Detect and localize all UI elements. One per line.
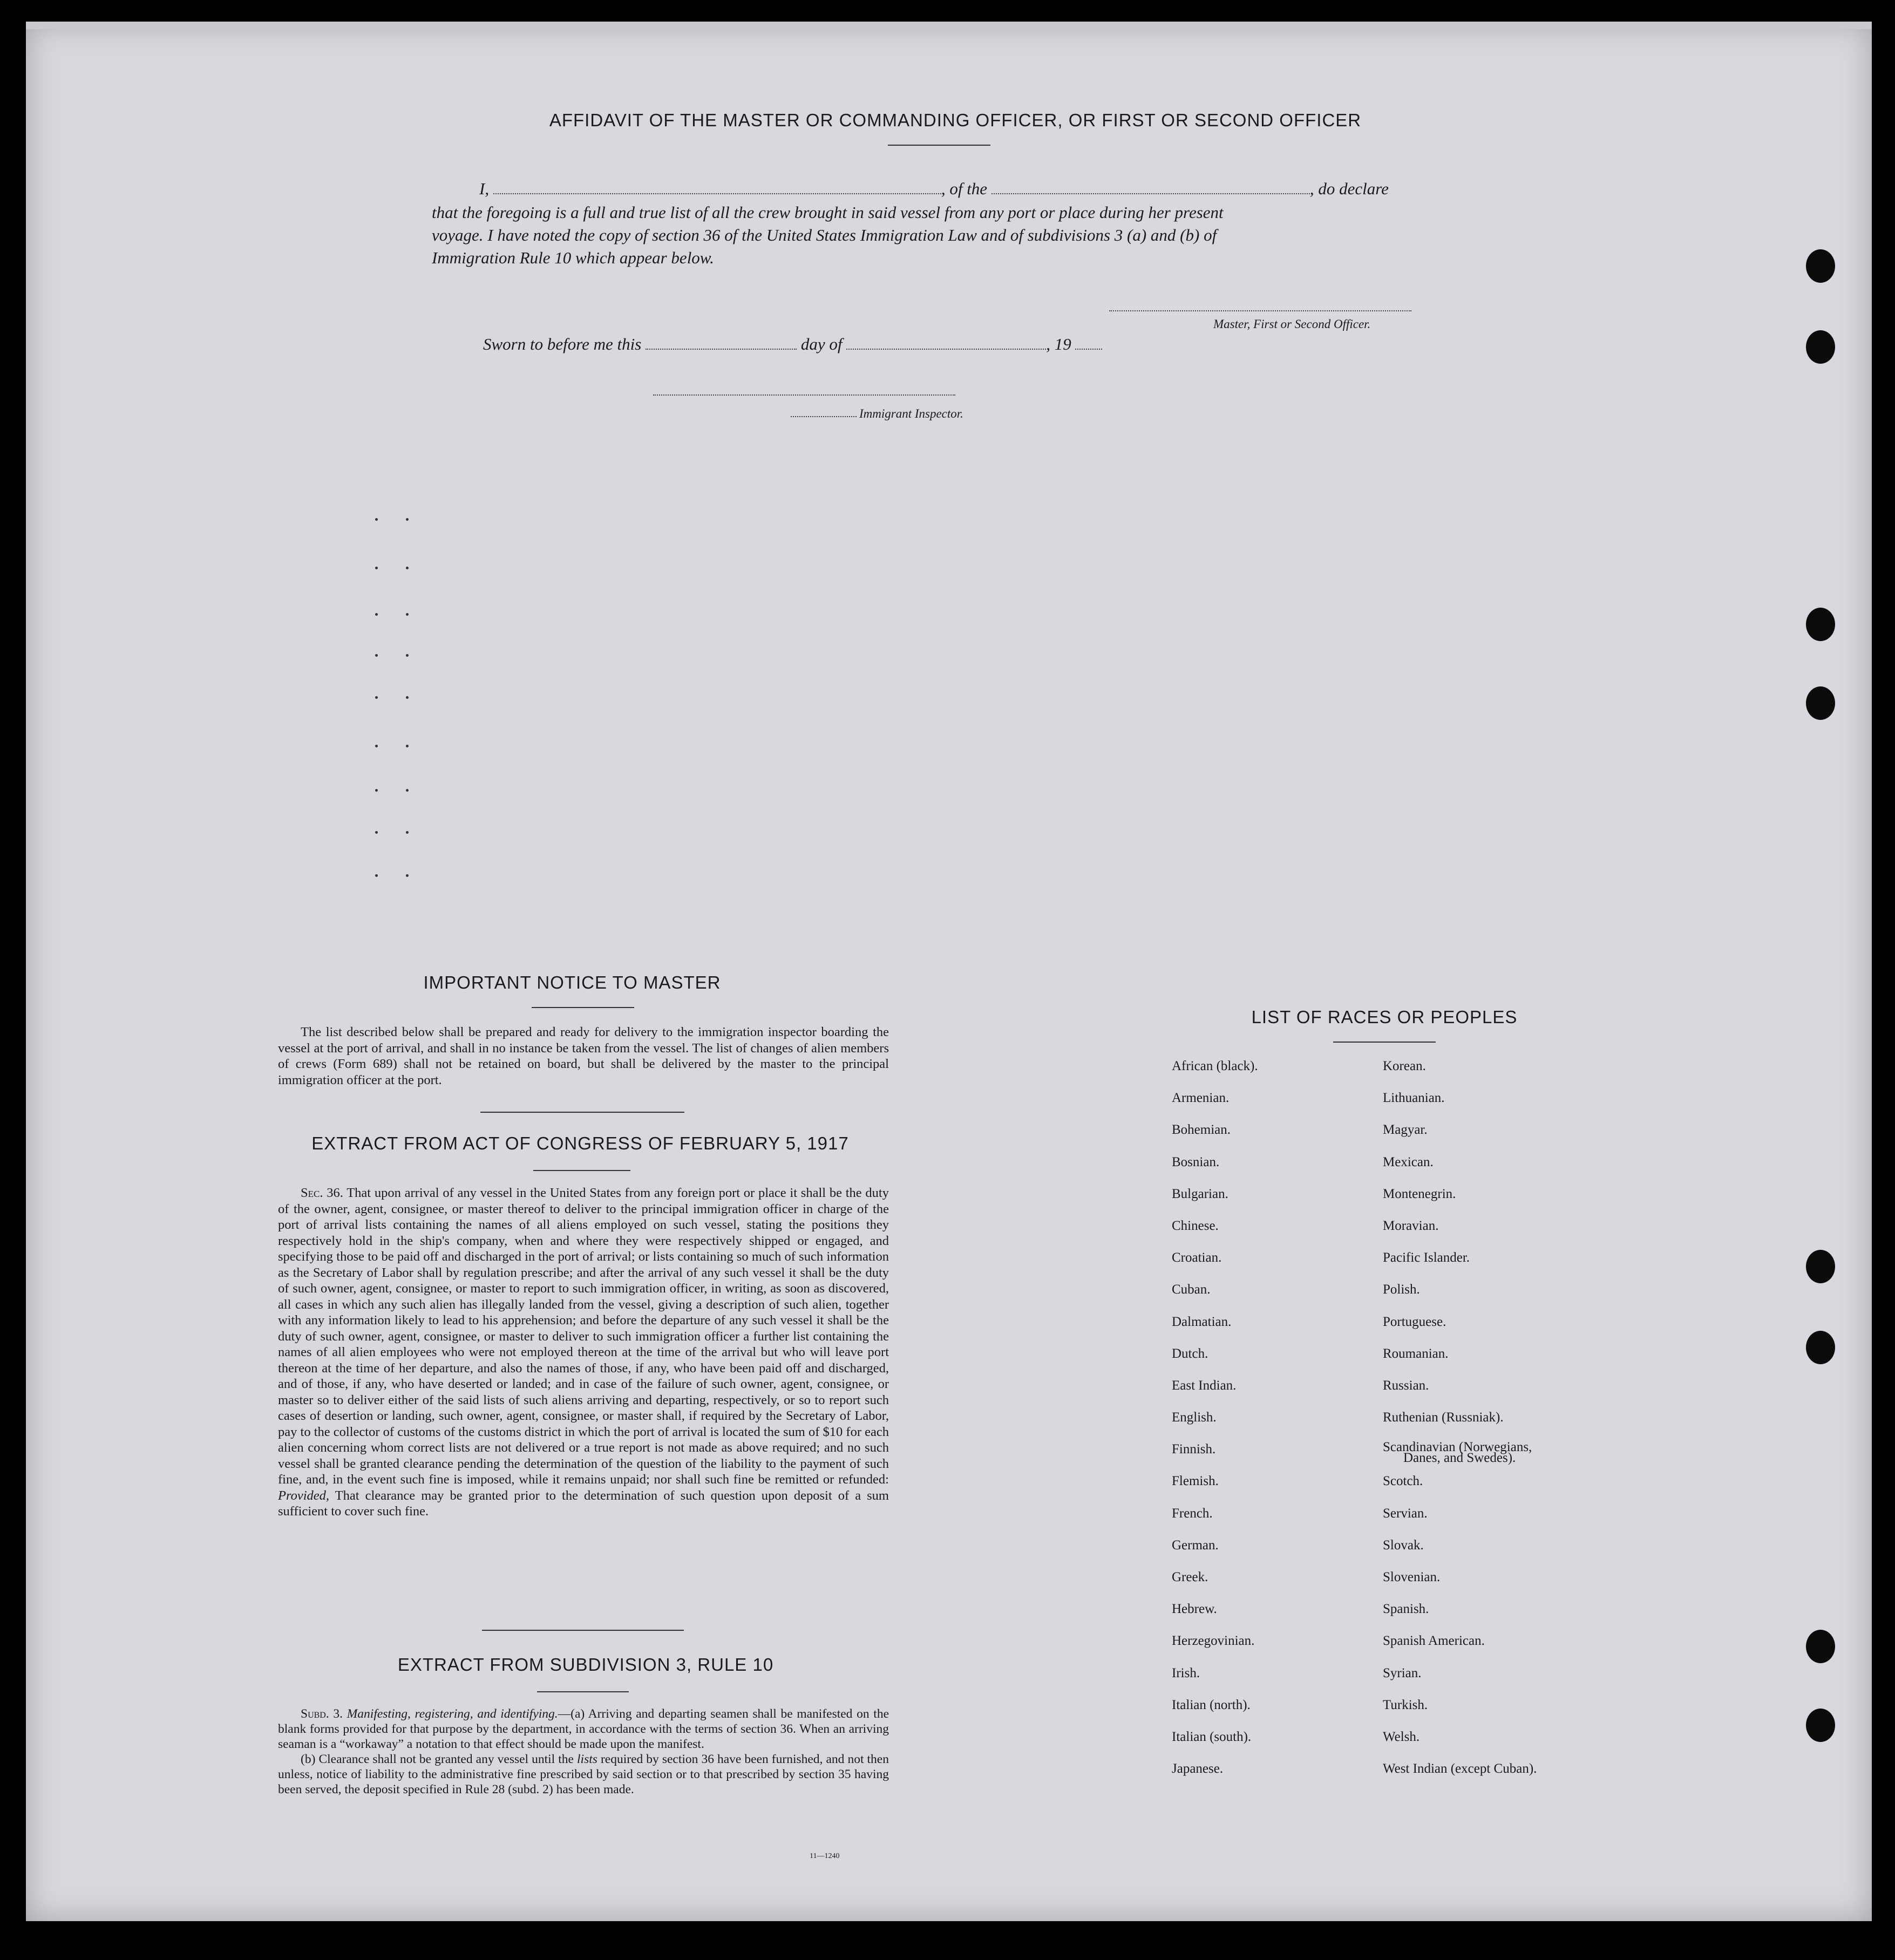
affidavit-line-1	[479, 179, 1389, 199]
affidavit-i: I,	[479, 179, 490, 198]
affidavit-line-2: that the foregoing is a full and true list of all the crew brought in said vessel from any port or place during her present	[432, 203, 1224, 222]
race-item: Scotch.	[1383, 1474, 1423, 1489]
race-item: Cuban.	[1172, 1282, 1211, 1297]
sworn-label: Sworn to before me this	[483, 335, 642, 353]
race-item: Welsh.	[1383, 1729, 1420, 1744]
race-item-line: Scandinavian (Norwegians,	[1383, 1440, 1532, 1455]
race-item: Irish.	[1172, 1665, 1200, 1680]
race-item: Italian (south).	[1172, 1729, 1252, 1744]
inspector-dots	[791, 416, 857, 417]
notice-title: IMPORTANT NOTICE TO MASTER	[423, 972, 721, 992]
affidavit-of-the: , of the	[941, 179, 988, 198]
binder-hole	[1806, 608, 1835, 641]
race-item: Slovenian.	[1383, 1570, 1441, 1584]
day-of-label: day of	[800, 335, 843, 353]
race-item: English.	[1172, 1410, 1217, 1425]
race-item: Slovak.	[1383, 1537, 1424, 1553]
master-signature-line	[1109, 310, 1411, 311]
race-item: Roumanian.	[1383, 1346, 1449, 1361]
act-text-a: That upon arrival of any vessel in the United States from any foreign port or place it shall be the duty of the owner, agent, consignee, or master thereof to deliver to the principal immigration officer in charge of the port of arrival lists containing the names of all aliens employed on such vessel, stating the positions they respectively hold in the ship's company, when and where they were respectively shipped or engaged, and specifying those to be paid off and discharged in the port of arrival; or lists containing so much of such information as the Secretary of Labor shall by regulation prescribe; and after the arrival of any such vessel it shall be the duty of such owner, agent, consignee, or master to report to such immigration officer, in writing, as soon as discovered, all cases in which any such alien has illegally landed from the vessel, giving a description of such alien, together with any information likely to lead to his apprehension; and before the departure of any such vessel it shall be the duty of such owner, agent, consignee, or master to deliver to such immigration officer a further list containing the names of all alien employees who were not employed thereon at the time of the arrival but who will leave port thereon at the time of her departure, and also the names of those, if any, who have been paid off and discharged, and of those, if any, who have deserted or landed; and in case of the failure of such owner, agent, consignee, or master so to deliver either of the said lists of such aliens arriving and departing, respectively, or so to report such cases of desertion or landing, such owner, agent, consignee, or master shall, if required by the Secretary of Labor, pay to the collector of customs of the customs district in which the port of arrival is located the sum of $10 for each alien concerning whom correct lists are not delivered or a true report is not made as above required; and no such vessel shall be granted clearance pending the determination of the question of the liability to the payment of such fine, and, in the event such fine is imposed, while it remains unpaid; nor shall such fine be remitted or refunded:	[278, 1186, 889, 1487]
rule-text-a: —(a) Arriving and departing seamen shall be manifested on the blank forms provided for that purpose by the department, in accordance with the terms of section 36. When an arriving seaman is a “workaway” a notation to that effect should be made upon the manifest.	[278, 1707, 889, 1751]
rule-text-b1: (b) Clearance shall not be granted any vessel until the	[301, 1752, 574, 1766]
binder-hole	[1806, 1250, 1835, 1283]
form-page	[26, 22, 1872, 1921]
binder-hole	[1806, 249, 1835, 283]
subd-heading: Manifesting, registering, and identifying.	[347, 1707, 558, 1721]
act-divider	[482, 1630, 684, 1631]
race-item: Dalmatian.	[1172, 1314, 1232, 1329]
act-text-b: That clearance may be granted prior to the determination of such question upon deposit of a sum sufficient to cover such fine.	[278, 1488, 889, 1519]
binder-hole	[1806, 1709, 1835, 1742]
act-rule	[533, 1170, 630, 1171]
race-item: Pacific Islander.	[1383, 1250, 1470, 1265]
race-item: Bohemian.	[1172, 1122, 1231, 1138]
subd-label: Subd. 3.	[301, 1707, 343, 1721]
race-item: African (black).	[1172, 1059, 1258, 1073]
rule-text-b2: required by section 36 have been furnished, and not then unless, notice of liability to the administrative fine prescribed by said section or to that prescribed by section 35 having been served, the deposit specified in Rule 28 (subd. 2) has been made.	[278, 1752, 889, 1796]
inspector-signature-label: Immigrant Inspector.	[859, 407, 963, 420]
race-item: East Indian.	[1172, 1378, 1237, 1393]
race-item: Finnish.	[1172, 1442, 1216, 1457]
race-item-continuation: Danes, and Swedes).	[1403, 1451, 1516, 1466]
race-item: Servian.	[1383, 1506, 1428, 1521]
race-item: Polish.	[1383, 1282, 1420, 1297]
affidavit-declare: , do declare	[1309, 179, 1389, 198]
races-rule	[1333, 1042, 1436, 1043]
race-item: Moravian.	[1383, 1218, 1439, 1233]
binder-hole	[1806, 330, 1835, 364]
race-item: Greek.	[1172, 1570, 1208, 1584]
race-item: Russian.	[1383, 1378, 1429, 1393]
notice-rule	[532, 1007, 634, 1008]
notice-divider	[480, 1112, 684, 1113]
races-left-column	[1172, 1059, 1258, 1793]
race-item: Bosnian.	[1172, 1154, 1220, 1169]
race-item: Turkish.	[1383, 1697, 1428, 1712]
race-item: Dutch.	[1172, 1346, 1208, 1361]
race-item: Bulgarian.	[1172, 1186, 1228, 1201]
rule-rule	[537, 1691, 629, 1692]
race-item: Korean.	[1383, 1059, 1426, 1073]
year-label: , 19	[1046, 335, 1071, 353]
race-item: Syrian.	[1383, 1665, 1422, 1680]
affidavit-line-3: voyage. I have noted the copy of section 36 of the United States Immigration Law and of subdivisions 3 (a) and (b) of	[432, 226, 1217, 244]
section-label: Sec. 36.	[301, 1186, 343, 1200]
day-blank	[646, 348, 797, 350]
race-item: Hebrew.	[1172, 1602, 1217, 1617]
race-item: Croatian.	[1172, 1250, 1222, 1265]
affidavit-line-4: Immigration Rule 10 which appear below.	[432, 248, 714, 267]
race-item: German.	[1172, 1537, 1219, 1553]
rule-text	[278, 1706, 889, 1797]
race-item: Flemish.	[1172, 1474, 1219, 1489]
race-item: Montenegrin.	[1383, 1186, 1456, 1201]
master-signature-label: Master, First or Second Officer.	[1213, 317, 1371, 331]
race-item: Chinese.	[1172, 1218, 1219, 1233]
race-item	[1383, 1442, 1537, 1474]
affidavit-title: AFFIDAVIT OF THE MASTER OR COMMANDING OFFICER, OR FIRST OR SECOND OFFICER	[549, 110, 1362, 130]
race-item: Magyar.	[1383, 1122, 1428, 1138]
race-item: Italian (north).	[1172, 1697, 1251, 1712]
year-blank	[1075, 348, 1102, 350]
race-item: West Indian (except Cuban).	[1383, 1761, 1537, 1777]
race-item: Ruthenian (Russniak).	[1383, 1410, 1504, 1425]
races-title: LIST OF RACES OR PEOPLES	[1251, 1007, 1518, 1027]
binder-hole	[1806, 686, 1835, 720]
provided-word: Provided,	[278, 1488, 330, 1503]
binder-hole	[1806, 1331, 1835, 1364]
binder-hole	[1806, 1630, 1835, 1663]
form-number: 11—1240	[810, 1852, 840, 1860]
race-item: Japanese.	[1172, 1761, 1224, 1777]
title-rule	[888, 145, 990, 146]
act-text	[278, 1185, 889, 1520]
race-item: Armenian.	[1172, 1091, 1230, 1106]
race-item: Spanish.	[1383, 1602, 1429, 1617]
rule-title: EXTRACT FROM SUBDIVISION 3, RULE 10	[397, 1655, 774, 1675]
name-blank	[493, 193, 941, 194]
race-item: Lithuanian.	[1383, 1091, 1445, 1106]
race-item: French.	[1172, 1506, 1213, 1521]
race-item: Portuguese.	[1383, 1314, 1446, 1329]
vessel-blank	[991, 193, 1310, 194]
paper-edge	[26, 22, 1872, 29]
notice-paragraph: The list described below shall be prepared and ready for delivery to the immigration inspector boarding the vessel at the port of arrival, and shall in no instance be taken from the vessel. The list of changes of alien members of crews (Form 689) shall not be retained on board, but shall be delivered by the master to the principal immigration officer at the port.	[278, 1025, 889, 1087]
lists-word: lists	[577, 1752, 597, 1766]
races-right-column	[1383, 1059, 1537, 1793]
sworn-line	[483, 335, 1102, 354]
act-title: EXTRACT FROM ACT OF CONGRESS OF FEBRUARY 5, 1917	[311, 1133, 849, 1153]
notice-text	[278, 1024, 889, 1088]
race-item: Spanish American.	[1383, 1634, 1485, 1649]
month-blank	[846, 348, 1046, 350]
race-item: Herzegovinian.	[1172, 1634, 1255, 1649]
race-item: Mexican.	[1383, 1154, 1434, 1169]
inspector-signature-line	[653, 394, 955, 396]
